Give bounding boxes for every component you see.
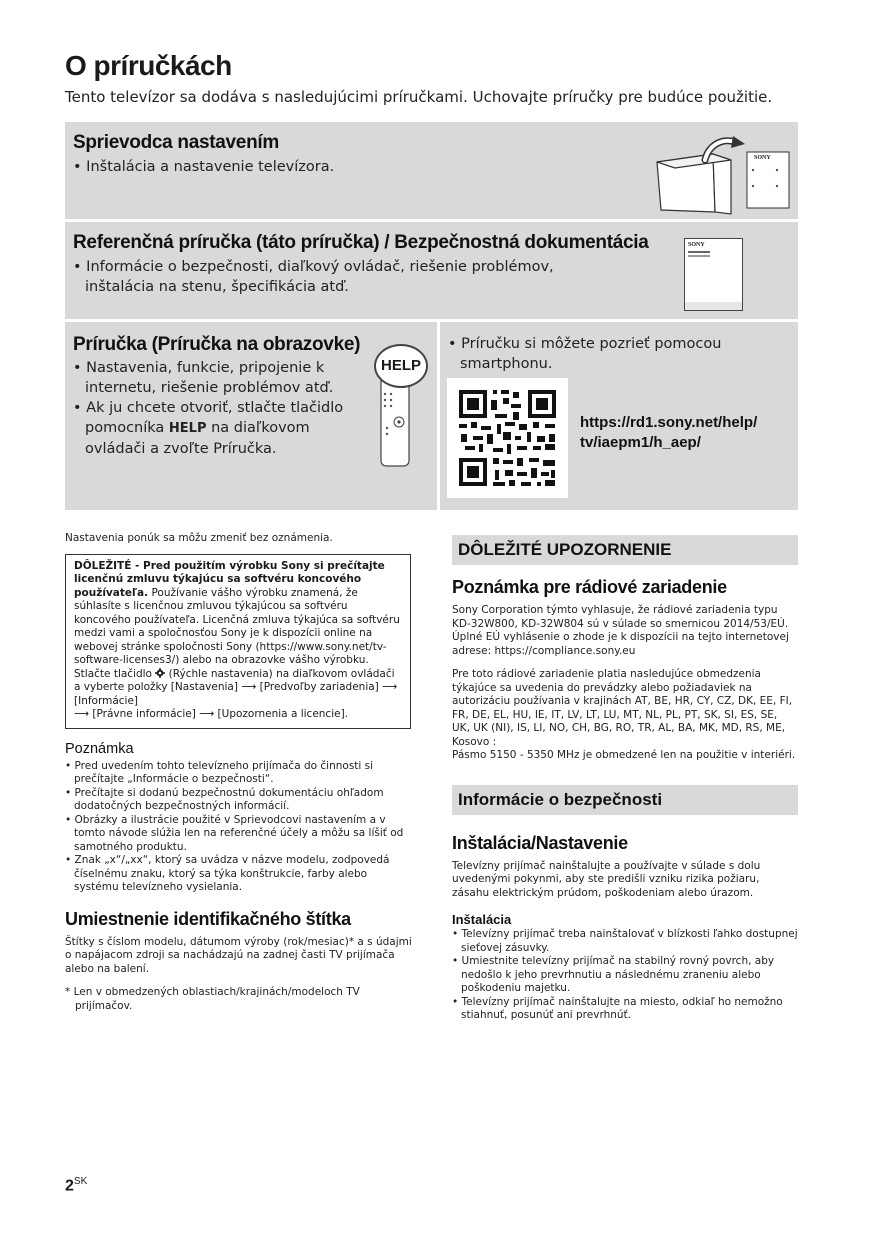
qr-code[interactable] bbox=[447, 378, 568, 498]
tv-box-illustration bbox=[653, 136, 793, 216]
help-guide-bullet-2: • Ak ju chcete otvoriť, stlačte tlačidlo pomocníka HELP na diaľkovom ovládači a zvoľte Príručka. bbox=[73, 398, 373, 459]
intro-text: Tento televízor sa dodáva s nasledujúcimi príručkami. Uchovajte príručky pre budúce použitie. bbox=[65, 88, 773, 106]
qr-code-icon bbox=[447, 378, 568, 498]
list-item: • Umiestnite televízny prijímač na stabilný rovný povrch, aby nedošlo k jeho prevrhnutiu a následnému zraneniu alebo poškodeniu majetku. bbox=[452, 955, 798, 996]
help-guide-bullet-1: • Nastavenia, funkcie, pripojenie k internetu, riešenie problémov atď. bbox=[73, 358, 373, 398]
label-text: Štítky s číslom modelu, dátumom výroby (rok/mesiac)* a s údajmi o napájacom zdroji sa nachádzajú na zadnej časti TV prijímača alebo na balení. bbox=[65, 935, 412, 975]
list-item: • Obrázky a ilustrácie použité v Sprievodcovi nastavením a v tomto návode slúžia len na referenčné účely a môžu sa líšiť od samotného produktu. bbox=[65, 814, 415, 855]
gear-icon bbox=[155, 668, 165, 678]
label-heading: Umiestnenie identifikačného štítka bbox=[65, 908, 351, 929]
right-arrow-icon: ⟶ bbox=[382, 681, 398, 693]
help-url-link[interactable]: https://rd1.sony.net/help/ tv/iaepm1/h_aep/ bbox=[580, 414, 758, 451]
right-arrow-icon: ⟶ bbox=[74, 708, 90, 720]
safety-info-bar: Informácie o bezpečnosti bbox=[452, 785, 798, 815]
setup-guide-heading: Sprievodca nastavením bbox=[73, 132, 279, 153]
remote-control-illustration bbox=[377, 378, 413, 468]
install-subheading: Inštalácia bbox=[452, 912, 512, 927]
radio-heading: Poznámka pre rádiové zariadenie bbox=[452, 577, 727, 597]
help-button-badge: HELP bbox=[374, 344, 428, 388]
list-item: • Televízny prijímač nainštalujte na miesto, odkiaľ ho nemožno stiahnuť, posunúť ani prevrhnúť. bbox=[452, 996, 798, 1023]
menu-notice: Nastavenia ponúk sa môžu zmeniť bez oznámenia. bbox=[65, 532, 333, 544]
install-heading: Inštalácia/Nastavenie bbox=[452, 832, 628, 853]
setup-guide-brand: SONY bbox=[754, 155, 771, 161]
setup-guide-bullet: • Inštalácia a nastavenie televízora. bbox=[73, 157, 334, 177]
reference-guide-heading: Referenčná príručka (táto príručka) / Bezpečnostná dokumentácia bbox=[73, 232, 649, 253]
page-title: O príručkách bbox=[65, 50, 232, 81]
right-column bbox=[452, 535, 798, 1023]
manual-booklet-illustration bbox=[684, 238, 744, 312]
list-item: • Televízny prijímač treba nainštalovať v blízkosti ľahko dostupnej sieťovej zásuvky. bbox=[452, 928, 798, 955]
smartphone-text: • Príručku si môžete pozrieť pomocou smartphonu. bbox=[448, 334, 738, 374]
list-item: • Prečítajte si dodanú bezpečnostnú dokumentáciu ohľadom dodatočných bezpečnostných informácií. bbox=[65, 787, 415, 814]
note-heading: Poznámka bbox=[65, 740, 134, 757]
left-column bbox=[65, 532, 415, 1013]
help-guide-heading: Príručka (Príručka na obrazovke) bbox=[73, 334, 361, 355]
radio-text-1: Sony Corporation týmto vyhlasuje, že rádiové zariadenia typu KD-32W800, KD-32W804 sú v súlade so smernicou 2014/53/EÚ. Úplné EÚ vyhlásenie o zhode je k dispozícii na tejto internetovej adrese: https://compliance.sony.eu bbox=[452, 604, 789, 657]
list-item: • Znak „x“/„xx“, ktorý sa uvádza v názve modelu, zodpovedá číselnému znaku, ktorý sa týka konštrukcie, farby alebo systému televízneho vysielania. bbox=[65, 854, 415, 895]
install-text: Televízny prijímač nainštalujte a používajte v súlade s dolu uvedenými pokynmi, aby ste predišli vzniku rizika požiaru, zásahu elektrickým prúdom, poškodeniam alebo úrazom. bbox=[452, 859, 761, 899]
radio-text-3: Pásmo 5150 - 5350 MHz je obmedzené len na použitie v interiéri. bbox=[452, 749, 796, 761]
install-list bbox=[452, 928, 798, 1023]
reference-guide-brand: SONY bbox=[688, 242, 705, 248]
right-arrow-icon: ⟶ bbox=[241, 681, 257, 693]
important-license-box: DÔLEŽITÉ - Pred použitím výrobku Sony si prečítajte licenčnú zmluvu týkajúcu sa softvéru koncového používateľa. Používanie vášho výrobku znamená, že súhlasíte s licenčnou zmluvou týkajúcou sa softvéru koncového používateľa. Licenčná zmluva týkajúca sa softvéru medzi vami a spoločnosťou Sony je k dispozícii online na webovej stránke spoločnosti Sony (https://www.sony.net/tv-software-licenses3/) alebo na obrazovke vášho výrobku. Stlačte tlačidlo (Rýchle nastavenia) na diaľkovom ovládači a vyberte položky [Nastavenia] ⟶ [Predvoľby zariadenia] ⟶ [Informácie] ⟶ [Právne informácie] ⟶ [Upozornenia a licencie]. bbox=[65, 554, 411, 729]
page-number: $2^{SK}$ bbox=[65, 1176, 88, 1195]
reference-guide-panel bbox=[65, 222, 798, 319]
reference-guide-bullet-line2: inštalácia na stenu, špecifikácia atď. bbox=[85, 279, 349, 295]
setup-guide-panel bbox=[65, 122, 798, 219]
important-notice-bar: DÔLEŽITÉ UPOZORNENIE bbox=[452, 535, 798, 565]
list-item: • Pred uvedením tohto televízneho prijímača do činnosti si prečítajte „Informácie o bezpečnosti“. bbox=[65, 760, 415, 787]
notes-list bbox=[65, 760, 415, 895]
radio-text-2: Pre toto rádiové zariadenie platia nasledujúce obmedzenia týkajúce sa uvedenia do prevádzky alebo požiadaviek na autorizáciu používania v krajinách AT, BE, HR, CY, CZ, DK, EE, FI, FR, DE, EL, HU, IE, IT, LV, LT, LU, MT, NL, PL, PT, SK, SI, ES, SE, UK, UK (NI), IS, LI, NO, CH, BG, RO, TR, AL, BA, MK, MD, RS, ME, Kosovo : bbox=[452, 668, 793, 748]
footnote: * Len v obmedzených oblastiach/krajinách/modeloch TV prijímačov. bbox=[65, 986, 360, 1012]
right-arrow-icon: ⟶ bbox=[199, 708, 215, 720]
reference-guide-bullet-line1: • Informácie o bezpečnosti, diaľkový ovládač, riešenie problémov, bbox=[73, 257, 554, 277]
